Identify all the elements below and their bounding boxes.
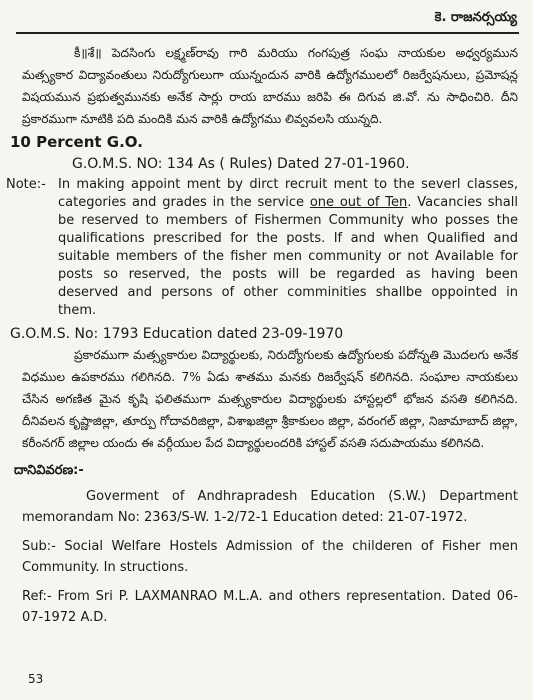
- telugu-paragraph-2-text: ప్రకారముగా మత్స్యకారుల విద్యార్థులకు, నిరుద్యోగులకు ఉద్యోగులకు పదోన్నతి మొదలగు అనేక విధముల ఉపకారము గలిగినది. 7% ఏడు శాతము మనకు రిజర్వేషన్ కలిగినది. సంఘాల నాయకులు చేసిన అగణిత మైన కృషి ఫలితముగా మత్స్యకారుల విద్యార్థులకు హాస్టల్లలో భోజన వసతి కలిగినది. దీనివలన కృష్ణాజిల్లా, తూర్పు గోదావరిజిల్లా, విశాఖజిల్లా శ్రీకాకులం జిల్లా, వరంగల్ జిల్లా, నిజామాబాద్ జిల్లా, కరీంనగర్ జిల్లాల యందు ఈ వర్గీయుల పేద విద్యార్థులందరికి హాస్టల్ వసతి సదుపాయము కలిగినది.: [22, 348, 518, 450]
- goms-1793-line: G.O.M.S. No: 1793 Education dated 23-09-1970: [10, 326, 344, 342]
- memo-block: [22, 486, 518, 628]
- note-text-before: In making appoint ment by dirct recruit ment to the severl classes, categories and grades in the service: [58, 177, 518, 210]
- telugu-paragraph-1: [22, 42, 518, 130]
- memo-line: Goverment of Andhrapradesh Education (S.W.) Department memorandam No: 2363/S-W. 1-2/72-1 Education deted: 21-07-1972.: [22, 489, 518, 525]
- telugu-paragraph-1-text: కీ॥శే॥ పెదసింగు లక్ష్మణ్‌రావు గారి మరియు గంగపుత్ర సంఘ నాయకుల అధ్వర్యమున మత్స్యకార విద్యావంతులు నిరుద్యోగులుగా యున్నందున వారికి ఉద్యోగములలో రిజర్వేషనులు, ప్రమోషన్ల విషయమున ప్రభుత్వమునకు అనేక సార్లు రాయ బారము జరిపి ఈ దిగువ జి.వో. ను సాధించిరి. దీని ప్రకారముగా నూటికి పది మందికి మన వారికి ఉద్యోగము లివ్వవలసి యున్నది.: [22, 46, 518, 126]
- telugu-paragraph-2: [22, 344, 518, 454]
- goms-134-line: G.O.M.S. NO: 134 As ( Rules) Dated 27-01-1960.: [72, 156, 410, 172]
- page-body: [6, 42, 518, 628]
- subject-line: Sub:- Social Welfare Hostels Admission of the childeren of Fisher men Community. In structions.: [22, 539, 518, 575]
- note-block: [6, 176, 518, 320]
- note-text-after: . Vacancies shall be reserved to members of Fishermen Community who posses the qualifications prescribed for the posts. If and when Qualified and suitable members of the fisher men community or not Available for posts so reserved, the posts will be regarded as having been deserved and persons of other comminities shallbe oppointed in them.: [58, 195, 518, 318]
- running-header-author: కె. రాజనర్సయ్య: [434, 10, 517, 25]
- note-label: Note:-: [6, 177, 46, 192]
- section-heading-details: దానివివరణ:-: [14, 463, 84, 478]
- header-rule: [16, 32, 519, 34]
- section-heading-10-percent: 10 Percent G.O.: [10, 133, 143, 151]
- reference-line: Ref:- From Sri P. LAXMANRAO M.L.A. and others representation. Dated 06-07-1972 A.D.: [22, 589, 518, 625]
- note-text: [58, 176, 518, 320]
- note-underlined: one out of Ten: [309, 195, 408, 210]
- page-number: 53: [28, 672, 44, 686]
